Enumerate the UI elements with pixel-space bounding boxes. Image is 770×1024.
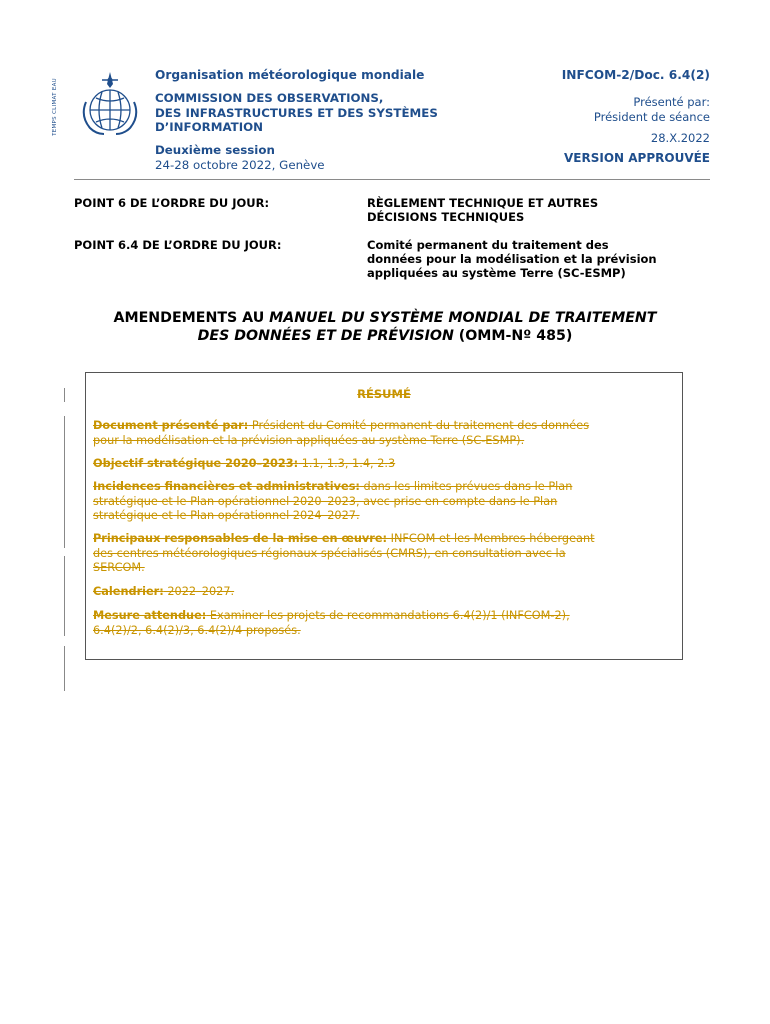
summary-heading: RÉSUMÉ [357,387,411,401]
agenda-line: RÈGLEMENT TECHNIQUE ET AUTRES [367,196,599,210]
document-title [60,309,710,345]
summary-text: SERCOM. [93,561,145,574]
session-name: Deuxième session [155,143,275,157]
side-slogan: TEMPS CLIMAT EAU [52,78,58,136]
agenda-item-2-title [367,238,657,280]
summary-label: Incidences financières et administratives: [93,480,360,493]
summary-label: Principaux responsables de la mise en œuvre: [93,532,388,545]
presented-by [594,95,710,124]
agenda-item-2-label: POINT 6.4 DE L’ORDRE DU JOUR: [74,238,282,252]
change-bar [64,646,65,691]
title-manual-name-cont: DES DONNÉES ET DE PRÉVISION [197,328,454,344]
summary-expected-action [93,609,678,638]
summary-text: stratégique et le Plan opérationnel 2024–2027. [93,509,360,522]
document-date: 28.X.2022 [650,131,710,145]
summary-text: 6.4(2)/2, 6.4(2)/3, 6.4(2)/4 proposés. [93,623,301,637]
summary-presented-by [93,419,678,448]
agenda-line: Comité permanent du traitement des [367,238,609,252]
summary-box [85,372,683,660]
commission-line: DES INFRASTRUCTURES ET DES SYSTÈMES [155,105,438,120]
organization-name: Organisation météorologique mondiale [155,68,425,82]
wmo-logo-icon [74,68,146,140]
header-divider [74,179,710,180]
presented-by-value: Président de séance [593,109,710,124]
agenda-item-1-title [367,196,598,224]
change-bar [64,416,65,548]
version-label: VERSION APPROUVÉE [564,151,710,165]
commission-name [155,91,438,135]
commission-line: D’INFORMATION [155,120,263,134]
summary-text: Examiner les projets de recommandations 6.4(2)/1 (INFCOM-2), [206,609,570,622]
change-bar [64,556,65,636]
agenda-line: données pour la modélisation et la prévision [367,252,657,266]
presented-by-label: Présenté par: [633,95,710,109]
title-prefix: AMENDEMENTS AU [113,310,270,326]
summary-text: pour la modélisation et la prévision appliquées au système Terre (SC-ESMP). [93,433,525,447]
summary-text: Président du Comité permanent du traitement des données [248,419,590,432]
summary-text: INFCOM et les Membres hébergeant [387,532,595,545]
agenda-item-1-label: POINT 6 DE L’ORDRE DU JOUR: [74,196,270,210]
session-dates: 24-28 octobre 2022, Genève [155,158,325,172]
agenda-line: appliquées au système Terre (SC-ESMP) [367,266,626,280]
change-bar [64,388,65,402]
summary-responsibles [93,532,678,576]
title-suffix: (OMM-Nº 485) [453,328,573,344]
summary-label: Calendrier: [93,585,164,598]
summary-label: Document présenté par: [93,419,249,432]
summary-financial-implications [93,480,678,524]
summary-label: Mesure attendue: [93,609,207,622]
summary-text: des centres météorologiques régionaux spécialisés (CMRS), en consultation avec la [93,546,566,560]
summary-text: stratégique et le Plan opérationnel 2020–2023, avec prise en compte dans le Plan [93,494,558,508]
summary-strategic-objective [93,457,678,472]
summary-text: dans les limites prévues dans le Plan [359,480,573,493]
commission-line: COMMISSION DES OBSERVATIONS, [155,91,384,105]
summary-label: Objectif stratégique 2020–2023: [93,457,299,470]
title-manual-name: MANUEL DU SYSTÈME MONDIAL DE TRAITEMENT [269,310,657,326]
document-id: INFCOM-2/Doc. 6.4(2) [561,68,710,82]
agenda-line: DÉCISIONS TECHNIQUES [367,210,525,224]
summary-text: 1.1, 1.3, 1.4, 2.3 [298,457,396,470]
summary-text: 2022–2027. [163,585,235,598]
summary-calendar [93,585,678,600]
